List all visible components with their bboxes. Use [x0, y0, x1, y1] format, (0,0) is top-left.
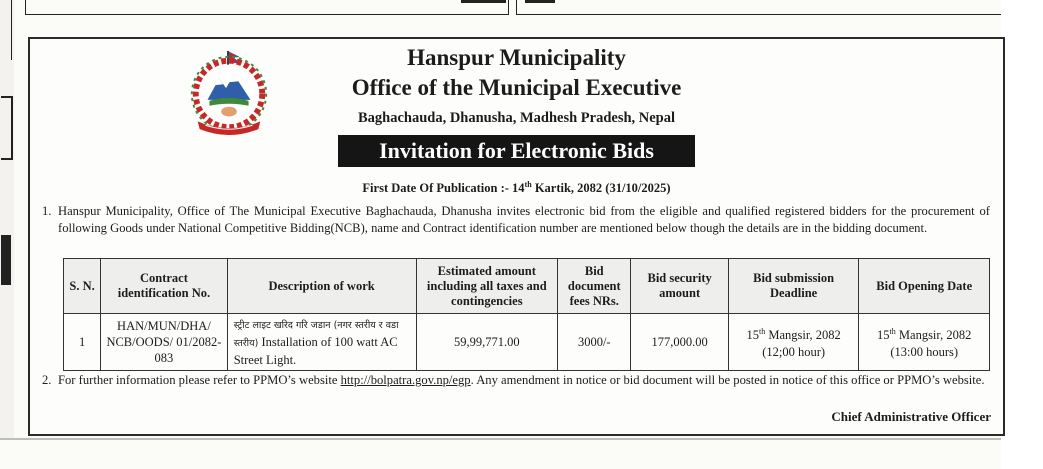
page-rule	[0, 438, 1003, 440]
top-border-box-right	[516, 0, 1004, 15]
cell-doc-fee: 3000/-	[558, 314, 631, 371]
bid-notice	[28, 37, 1005, 436]
bid-table	[63, 258, 990, 371]
header-contract-id: Contract identification No.	[101, 259, 228, 314]
office-address: Baghachauda, Dhanusha, Madhesh Pradesh, Nepal	[357, 110, 676, 126]
header-security: Bid security amount	[631, 259, 728, 314]
table-row	[64, 314, 990, 371]
cell-submission-deadline: 15th Mangsir, 2082 (12;00 hour)	[728, 314, 859, 371]
cell-description: स्ट्रीट लाइट खरिद गरि जडान (नगर स्तरीय र वडा स्तरीय) Installation of 100 watt AC Street Light.	[227, 314, 416, 371]
paragraph-number: 2.	[42, 373, 52, 387]
cell-opening-date: 15th Mangsir, 2082 (13:00 hours)	[859, 314, 990, 371]
ppmo-website-link[interactable]: http://bolpatra.gov.np/egp	[340, 373, 471, 387]
publication-date: First Date Of Publication :- 14th Kartik, 2082 (31/10/2025)	[362, 180, 671, 196]
header-doc-fee: Bid document fees NRs.	[558, 259, 631, 314]
cell-sn: 1	[64, 314, 101, 371]
adjacent-column-strip	[0, 0, 14, 440]
header-estimated-amount: Estimated amount including all taxes and contingencies	[416, 259, 558, 314]
organization-name: Hanspur Municipality	[407, 45, 626, 70]
cell-security: 177,000.00	[631, 314, 728, 371]
paragraph-text: Hanspur Municipality, Office of The Municipal Executive Baghachauda, Dhanusha invites electronic bid from the eligible and qualified registered bidders for the procurement of following Goods under National Competitive Bidding(NCB), name and Contract identification number are mentioned below though the details are in the bidding document.	[58, 204, 990, 235]
cell-contract-id: HAN/MUN/DHA/ NCB/OODS/ 01/2082-083	[101, 314, 228, 371]
notice-title-banner: Invitation for Electronic Bids	[338, 135, 695, 167]
paragraph-text-after: . Any amendment in notice or bid document will be posted in notice of this office or PPMO’s website.	[470, 373, 985, 387]
header-submission-deadline: Bid submission Deadline	[728, 259, 859, 314]
paragraph-invitation	[42, 203, 990, 236]
header-description: Description of work	[227, 259, 416, 314]
office-name: Office of the Municipal Executive	[351, 75, 682, 100]
page-margin	[1001, 0, 1043, 469]
top-border-box-left	[25, 0, 509, 15]
paragraph-number: 1.	[42, 204, 52, 218]
paragraph-further-info	[42, 372, 990, 389]
paragraph-text: For further information please refer to PPMO’s website	[58, 373, 338, 387]
cell-estimated-amount: 59,99,771.00	[416, 314, 558, 371]
header-sn: S. N.	[64, 259, 101, 314]
header-opening-date: Bid Opening Date	[859, 259, 990, 314]
table-header-row	[64, 259, 990, 314]
signatory-title: Chief Administrative Officer	[831, 409, 991, 424]
